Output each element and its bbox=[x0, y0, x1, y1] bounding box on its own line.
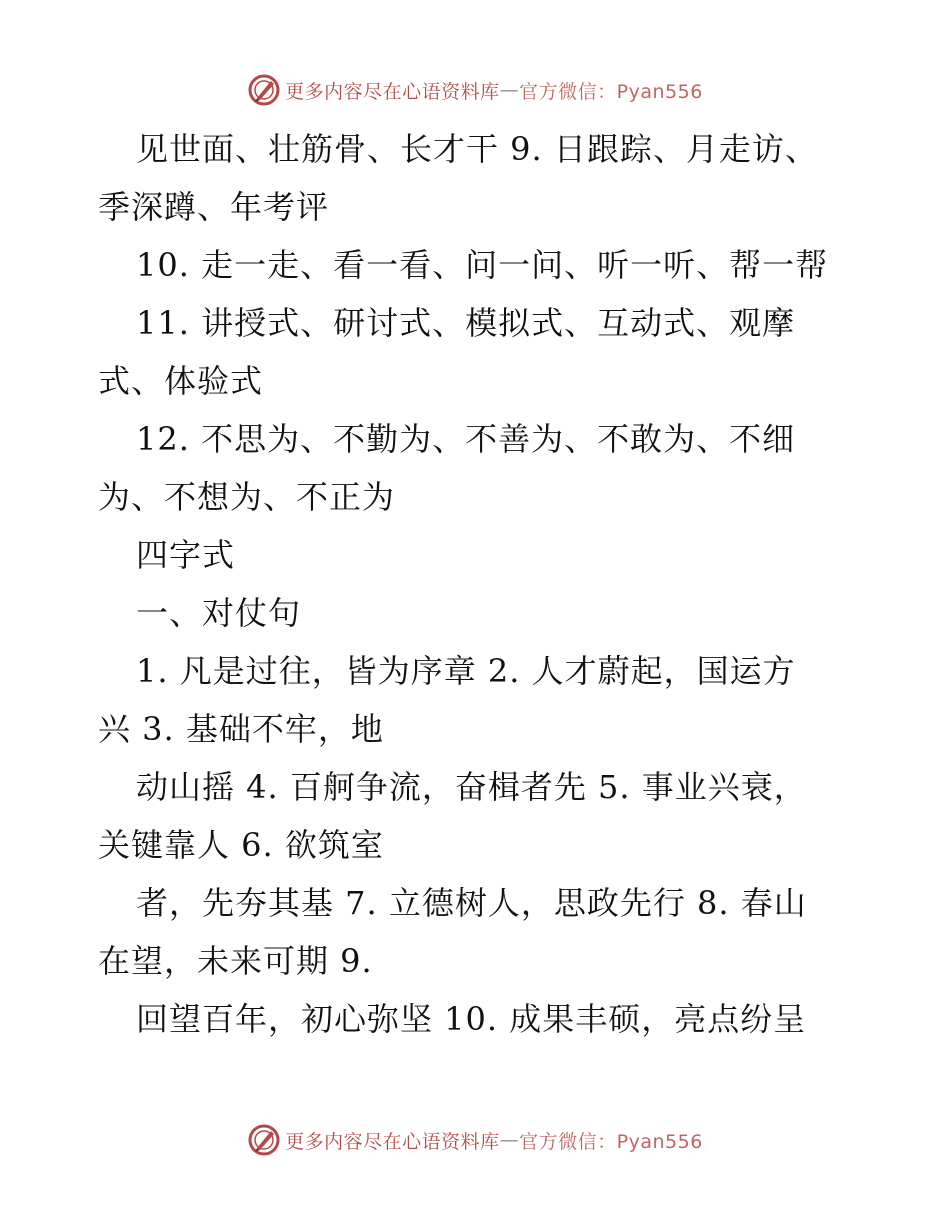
text-line: 为、不想为、不正为 bbox=[98, 478, 396, 516]
watermark-separator: — bbox=[499, 1129, 520, 1151]
watermark-contact: 官方微信：Pyan556 bbox=[519, 1130, 703, 1153]
text-line: 关键靠人 6. 欲筑室 bbox=[98, 826, 384, 864]
quill-seal-icon bbox=[247, 73, 281, 107]
text-line: 10. 走一走、看一看、问一问、听一听、帮一帮 bbox=[136, 246, 829, 284]
quill-seal-icon bbox=[247, 1123, 281, 1157]
footer-watermark bbox=[0, 1120, 950, 1160]
watermark-separator: — bbox=[499, 79, 520, 101]
subsection-heading: 一、对仗句 bbox=[136, 594, 302, 632]
text-line: 见世面、壮筋骨、长才干 9. 日跟踪、月走访、 bbox=[136, 130, 818, 168]
text-line: 在望，未来可期 9. bbox=[98, 942, 373, 980]
text-line: 者，先夯其基 7. 立德树人，思政先行 8. 春山 bbox=[136, 884, 807, 922]
text-line: 式、体验式 bbox=[98, 362, 264, 400]
text-line: 兴 3. 基础不牢，地 bbox=[98, 710, 384, 748]
text-line: 季深蹲、年考评 bbox=[98, 188, 330, 226]
text-line: 回望百年，初心弥坚 10. 成果丰硕，亮点纷呈 bbox=[136, 1000, 807, 1038]
text-line: 12. 不思为、不勤为、不善为、不敢为、不细 bbox=[136, 420, 796, 458]
watermark-text: 更多内容尽在心语资料库 bbox=[285, 80, 500, 103]
watermark-text: 更多内容尽在心语资料库 bbox=[285, 1130, 500, 1153]
text-line: 1. 凡是过往，皆为序章 2. 人才蔚起，国运方 bbox=[136, 652, 796, 690]
header-watermark bbox=[0, 70, 950, 110]
section-heading: 四字式 bbox=[136, 536, 236, 574]
document-body bbox=[98, 120, 858, 1048]
watermark-contact: 官方微信：Pyan556 bbox=[519, 80, 703, 103]
text-line: 动山摇 4. 百舸争流，奋楫者先 5. 事业兴衰， bbox=[136, 768, 807, 806]
text-line: 11. 讲授式、研讨式、模拟式、互动式、观摩 bbox=[136, 304, 796, 342]
